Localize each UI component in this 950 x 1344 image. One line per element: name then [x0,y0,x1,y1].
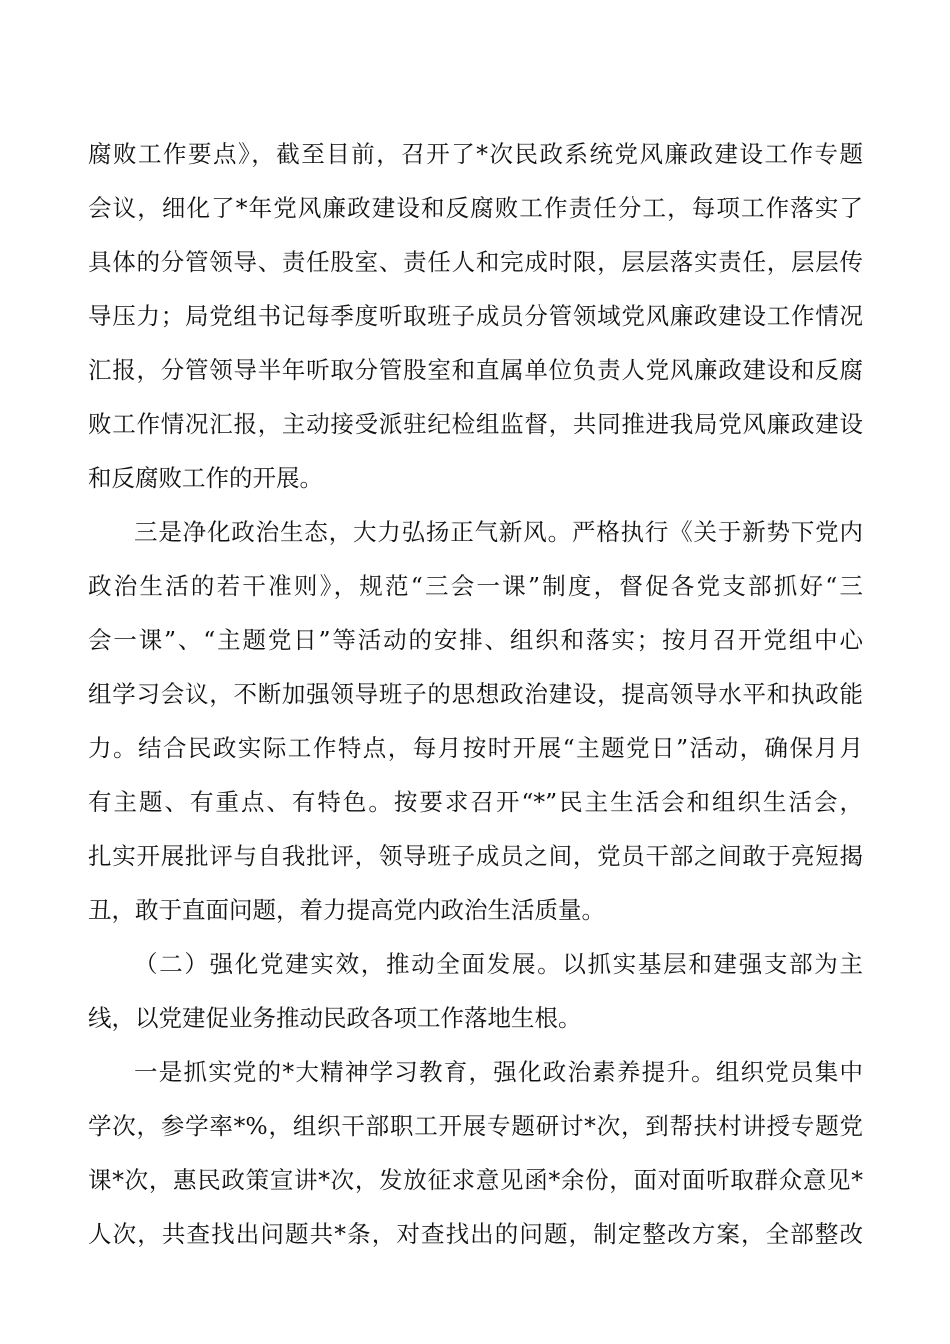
paragraph-1-line-3: 具体的分管领导、责任股室、责任人和完成时限，层层落实责任，层层传 [88,248,863,276]
paragraph-3-line-1: 一是抓实党的*大精神学习教育，强化政治素养提升。组织党员集中 [134,1058,863,1086]
paragraph-2-line-2: 政治生活的若干准则》，规范“三会一课”制度，督促各党支部抓好“三 [88,572,863,600]
paragraph-1-line-4: 导压力；局党组书记每季度听取班子成员分管领域党风廉政建设工作情况 [88,302,863,330]
paragraph-3-line-2: 学次，参学率*%，组织干部职工开展专题研讨*次，到帮扶村讲授专题党 [88,1112,863,1140]
paragraph-1-line-1: 腐败工作要点》，截至目前，召开了*次民政系统党风廉政建设工作专题 [88,140,863,168]
section-heading-line-2: 线，以党建促业务推动民政各项工作落地生根。 [88,1004,582,1032]
paragraph-1-line-2: 会议，细化了*年党风廉政建设和反腐败工作责任分工，每项工作落实了 [88,194,863,222]
paragraph-2-line-3: 会一课”、“主题党日”等活动的安排、组织和落实；按月召开党组中心 [88,626,863,654]
paragraph-2-line-4: 组学习会议，不断加强领导班子的思想政治建设，提高领导水平和执政能 [88,680,863,708]
paragraph-2-line-1: 三是净化政治生态，大力弘扬正气新风。严格执行《关于新势下党内 [134,518,863,546]
paragraph-2-line-6: 有主题、有重点、有特色。按要求召开“*”民主生活会和组织生活会， [88,788,863,816]
paragraph-2-line-8: 丑，敢于直面问题，着力提高党内政治生活质量。 [88,896,605,924]
paragraph-1-line-5: 汇报，分管领导半年听取分管股室和直属单位负责人党风廉政建设和反腐 [88,356,863,384]
paragraph-1-line-7: 和反腐败工作的开展。 [88,464,323,492]
paragraph-3-line-3: 课*次，惠民政策宣讲*次，发放征求意见函*余份，面对面听取群众意见* [88,1166,863,1194]
paragraph-1-line-6: 败工作情况汇报，主动接受派驻纪检组监督，共同推进我局党风廉政建设 [88,410,863,438]
paragraph-2-line-5: 力。结合民政实际工作特点，每月按时开展“主题党日”活动，确保月月 [88,734,863,762]
section-heading-line-1: （二）强化党建实效，推动全面发展。以抓实基层和建强支部为主 [134,950,863,978]
paragraph-2-line-7: 扎实开展批评与自我批评，领导班子成员之间，党员干部之间敢于亮短揭 [88,842,863,870]
paragraph-3-line-4: 人次，共查找出问题共*条，对查找出的问题，制定整改方案，全部整改 [88,1220,863,1248]
